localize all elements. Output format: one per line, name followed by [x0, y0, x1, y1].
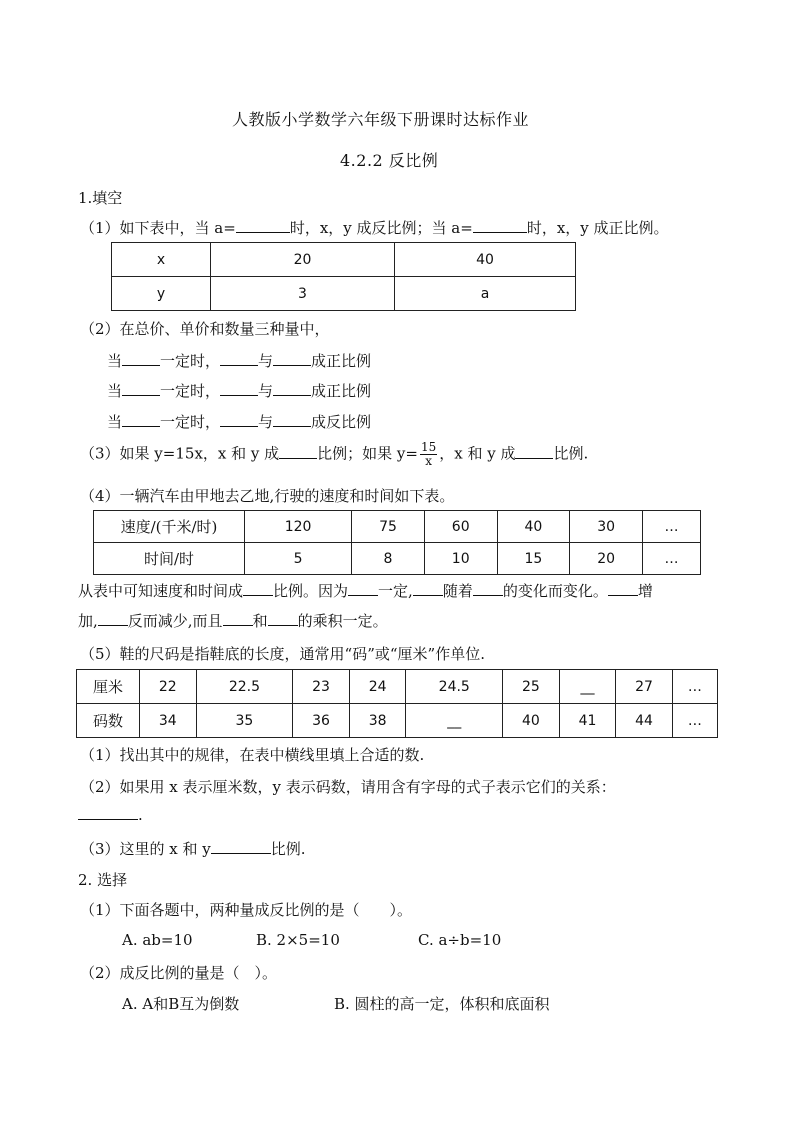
q1-table-row — [112, 277, 576, 311]
q2-row-1 — [107, 350, 371, 371]
q1-cell: a — [395, 277, 576, 311]
q1-prefix: （1）如下表中，当 a= — [80, 219, 236, 237]
q4-cell: 75 — [352, 511, 425, 543]
q2-intro: （2）在总价、单价和数量三种量中， — [80, 320, 330, 338]
page-title: 人教版小学数学六年级下册课时达标作业 — [232, 110, 530, 129]
q4-text: 的变化而变化。 — [502, 582, 608, 600]
q2-blank[interactable] — [273, 352, 311, 366]
q5-cell: 38 — [349, 704, 406, 738]
q2-text: 当 — [107, 382, 123, 400]
q5-cell: … — [672, 704, 717, 738]
q5-cell: 24 — [349, 670, 406, 704]
q2-blank[interactable] — [220, 382, 258, 396]
q4-blank[interactable] — [223, 612, 253, 626]
q5-sub-1: （1）找出其中的规律，在表中横线里填上合适的数. — [80, 746, 425, 764]
q5-period: . — [138, 806, 143, 824]
q5-cell: 码数 — [77, 704, 140, 738]
q1-table — [111, 242, 576, 311]
choice-1-option-a[interactable]: A. ab=10 — [122, 931, 193, 949]
q2-blank[interactable] — [273, 382, 311, 396]
q2-text: 成正比例 — [311, 352, 372, 370]
q2-blank[interactable] — [122, 352, 160, 366]
q1-mid: 时，x，y 成反比例；当 a= — [289, 219, 473, 237]
q5-cell-blank[interactable]: __ — [406, 704, 503, 738]
q5-cell: … — [672, 670, 717, 704]
q3-denominator: x — [425, 454, 432, 468]
q5-text: （3）这里的 x 和 y — [80, 840, 211, 858]
q5-cell: 24.5 — [406, 670, 503, 704]
q2-text: 当 — [107, 413, 123, 431]
q5-cell: 22.5 — [196, 670, 293, 704]
q1-table-row — [112, 243, 576, 277]
q2-text: 当 — [107, 352, 123, 370]
q4-blank[interactable] — [268, 612, 298, 626]
q3-numerator: 15 — [420, 440, 437, 454]
q2-text: 成正比例 — [311, 382, 372, 400]
section-1-heading: 1.填空 — [78, 189, 123, 207]
q4-blank[interactable] — [473, 582, 503, 596]
page-subtitle: 4.2.2 反比例 — [340, 151, 439, 170]
q5-cell: 40 — [503, 704, 560, 738]
q4-table-row — [94, 511, 701, 543]
q2-text: 一定时， — [160, 382, 221, 400]
q2-blank[interactable] — [273, 413, 311, 427]
q2-blank[interactable] — [122, 413, 160, 427]
q4-table-row — [94, 543, 701, 575]
q4-text: 和 — [252, 612, 268, 630]
q4-blank[interactable] — [348, 582, 378, 596]
q2-blank[interactable] — [122, 382, 160, 396]
q5-blank[interactable] — [211, 840, 271, 854]
q5-table-row — [77, 704, 718, 738]
q5-cell: 25 — [503, 670, 560, 704]
q4-cell: 速度/(千米/时) — [94, 511, 245, 543]
q4-blank[interactable] — [98, 612, 128, 626]
q4-cell: 30 — [570, 511, 643, 543]
q5-table — [76, 669, 718, 738]
choice-2-question: （2）成反比例的量是（ ）。 — [80, 964, 278, 982]
q2-text: 一定时， — [160, 352, 221, 370]
q4-cell: 60 — [424, 511, 497, 543]
q4-line-2 — [78, 610, 388, 631]
q4-cell: 120 — [245, 511, 352, 543]
q5-answer-blank[interactable] — [78, 806, 138, 820]
q4-blank[interactable] — [413, 582, 443, 596]
q4-intro: （4）一辆汽车由甲地去乙地,行驶的速度和时间如下表。 — [80, 487, 455, 505]
q4-cell: … — [643, 543, 701, 575]
q3-fraction — [420, 441, 437, 468]
q4-cell: 10 — [424, 543, 497, 575]
q3-blank-2[interactable] — [515, 445, 553, 459]
q2-text: 与 — [258, 352, 274, 370]
q5-cell: 23 — [293, 670, 350, 704]
choice-1-option-b[interactable]: B. 2×5=10 — [256, 931, 340, 949]
q2-blank[interactable] — [220, 352, 258, 366]
q4-blank[interactable] — [243, 582, 273, 596]
q4-text: 的乘积一定。 — [297, 612, 388, 630]
choice-2-option-b[interactable]: B. 圆柱的高一定，体积和底面积 — [334, 995, 550, 1013]
q1-cell: 20 — [211, 243, 395, 277]
q4-cell: … — [643, 511, 701, 543]
q5-sub-2: （2）如果用 x 表示厘米数，y 表示码数，请用含有字母的式子表示它们的关系： — [80, 778, 616, 796]
q4-text: 比例。因为 — [273, 582, 349, 600]
q3-blank-1[interactable] — [279, 445, 317, 459]
q3-part: ，x 和 y 成 — [439, 444, 516, 463]
q4-cell: 8 — [352, 543, 425, 575]
choice-1-option-c[interactable]: C. a÷b=10 — [418, 931, 502, 949]
q2-row-3 — [107, 411, 371, 432]
q5-cell: 22 — [140, 670, 197, 704]
q4-text: 随着 — [442, 582, 473, 600]
q4-cell: 20 — [570, 543, 643, 575]
q5-cell: 41 — [559, 704, 616, 738]
q5-cell: 27 — [616, 670, 673, 704]
q1-blank-1[interactable] — [236, 219, 290, 233]
choice-1-question: （1）下面各题中，两种量成反比例的是（ ）。 — [80, 901, 413, 919]
q5-sub-2-answer — [78, 806, 143, 824]
q4-text: 增 — [637, 582, 653, 600]
q1-cell: 40 — [395, 243, 576, 277]
q2-blank[interactable] — [220, 413, 258, 427]
q4-cell: 5 — [245, 543, 352, 575]
q1-cell: y — [112, 277, 211, 311]
q5-cell-blank[interactable]: __ — [559, 670, 616, 704]
q1-blank-2[interactable] — [473, 219, 527, 233]
q4-table — [93, 510, 701, 575]
q5-cell: 34 — [140, 704, 197, 738]
q4-line-1 — [78, 580, 653, 601]
q5-cell: 35 — [196, 704, 293, 738]
section-2-heading: 2. 选择 — [78, 871, 128, 889]
q4-text: 从表中可知速度和时间成 — [78, 582, 244, 600]
q1-suffix: 时，x，y 成正比例。 — [526, 219, 669, 237]
q5-table-row — [77, 670, 718, 704]
q4-text: 一定, — [378, 582, 413, 600]
q2-text: 一定时， — [160, 413, 221, 431]
q4-cell: 时间/时 — [94, 543, 245, 575]
q5-intro: （5）鞋的尺码是指鞋底的长度，通常用“码”或“厘米”作单位. — [80, 645, 485, 663]
q5-cell: 厘米 — [77, 670, 140, 704]
q2-row-2 — [107, 380, 371, 401]
q5-sub-3 — [80, 838, 306, 859]
q2-text: 与 — [258, 382, 274, 400]
q5-text: 比例. — [270, 840, 306, 858]
q4-cell: 15 — [497, 543, 570, 575]
q4-cell: 40 — [497, 511, 570, 543]
q3-text — [80, 441, 588, 468]
q4-text: 反而减少,而且 — [127, 612, 223, 630]
q3-part: （3）如果 y=15x，x 和 y 成 — [80, 444, 280, 463]
q4-blank[interactable] — [608, 582, 638, 596]
q2-text: 成反比例 — [311, 413, 372, 431]
q3-part: 比例；如果 y= — [317, 444, 418, 463]
q5-cell: 44 — [616, 704, 673, 738]
q2-text: 与 — [258, 413, 274, 431]
q1-text — [80, 217, 669, 238]
q1-cell: x — [112, 243, 211, 277]
q5-cell: 36 — [293, 704, 350, 738]
q1-cell: 3 — [211, 277, 395, 311]
q3-part: 比例. — [553, 444, 589, 463]
choice-2-option-a[interactable]: A. A和B互为倒数 — [122, 995, 240, 1013]
q4-text: 加, — [78, 612, 98, 630]
